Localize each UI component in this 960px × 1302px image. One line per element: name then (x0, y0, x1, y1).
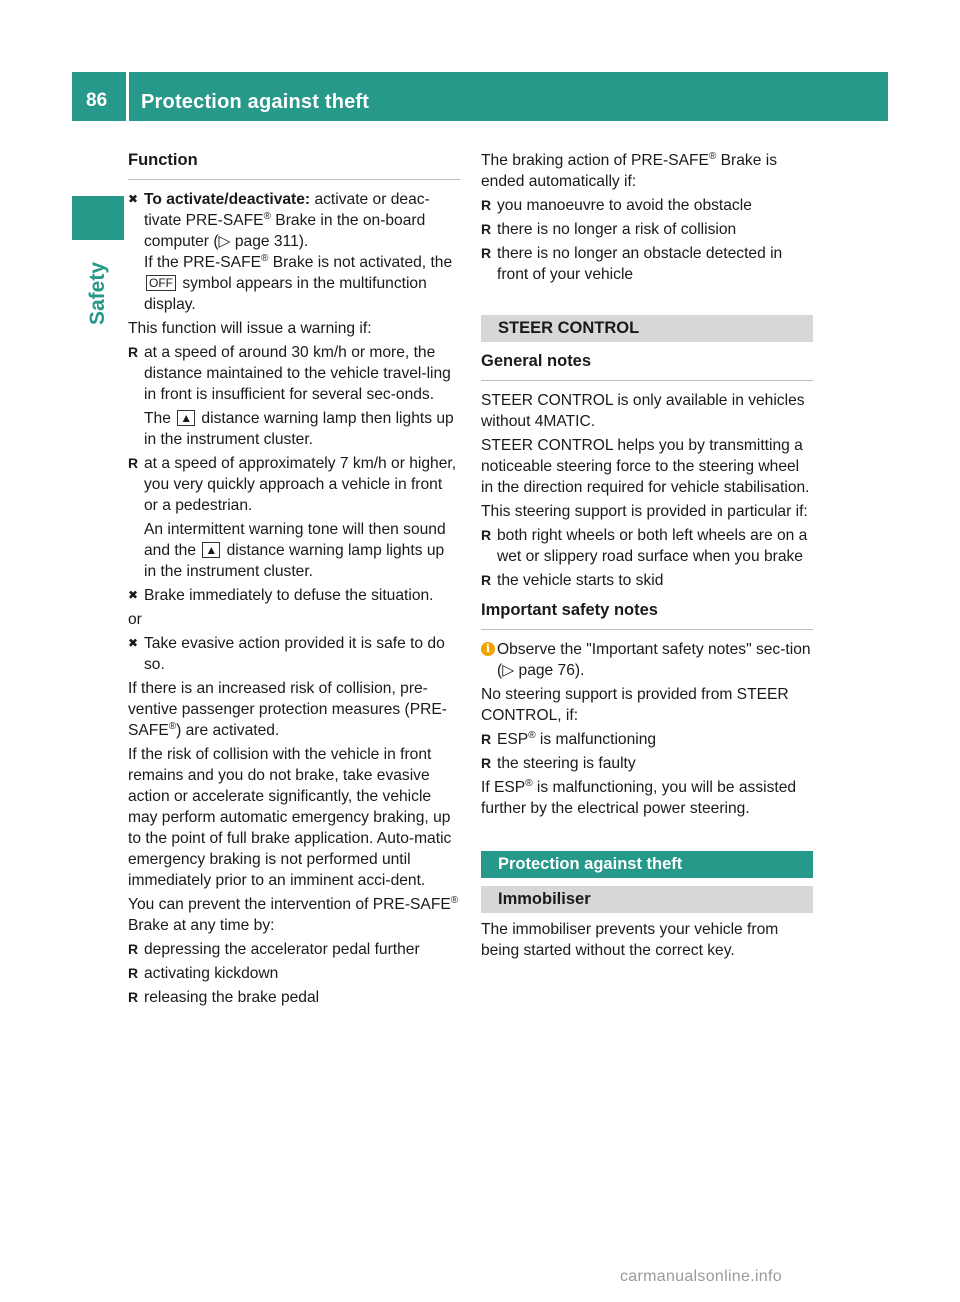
general-notes-heading: General notes (481, 351, 813, 381)
instruction-arrow-icon: ✖ (128, 192, 139, 206)
ended-paragraph (481, 150, 813, 192)
protection-against-theft-heading: Protection against theft (481, 851, 813, 878)
collision-paragraph: If the risk of collision with the vehicle in front remains and you do not brake, take evasive action or accelerate significantly, the vehicle may perform automatic emergency braking, up to the point of full brake application. Auto-matic emergency braking is not performed until immediately prior to an imminent acci-dent. (128, 746, 452, 889)
activate-text: activate or deac-tivate PRE-SAFE (144, 191, 430, 229)
not-activated-text: If the PRE-SAFE (144, 254, 261, 271)
increased-risk-text-2: ) are activated. (176, 722, 280, 739)
list-item-text: releasing the brake pedal (144, 989, 320, 1006)
instruction-activate (128, 189, 460, 252)
list-item (128, 453, 460, 516)
immobiliser-heading: Immobiliser (481, 886, 813, 913)
list-item-text: you manoeuvre to avoid the obstacle (497, 197, 752, 214)
info-icon: i (481, 642, 495, 656)
list-item-subtext (128, 408, 460, 450)
important-safety-heading: Important safety notes (481, 600, 813, 630)
prevent-text: You can prevent the intervention of PRE-SAFE (128, 896, 451, 913)
list-item (128, 939, 460, 960)
page-number: 86 (86, 90, 108, 111)
esp-text-2: is malfunctioning, you will be assisted further by the electrical power steering. (481, 779, 797, 817)
distance-warning-lamp-icon: ▲ (177, 410, 195, 426)
list-item (481, 243, 813, 285)
no-support-paragraph: No steering support is provided from STEER CONTROL, if: (481, 686, 789, 724)
instruction-text: Brake immediately to defuse the situation. (144, 587, 434, 604)
increased-risk-paragraph (128, 678, 460, 741)
bullet-icon: R (481, 221, 492, 237)
bullet-icon: R (128, 989, 139, 1005)
list-item-text: at a speed of approximately 7 km/h or higher, you very quickly approach a vehicle in front or a pedestrian. (144, 455, 457, 514)
warning-intro: This function will issue a warning if: (128, 320, 372, 337)
list-item (481, 753, 813, 774)
subtext-b: distance warning lamp then lights up in the instrument cluster. (144, 410, 454, 448)
subtext-b: distance warning lamp lights up in the instrument cluster. (144, 542, 445, 580)
side-tab-block (72, 196, 124, 240)
list-item (128, 342, 460, 405)
registered-mark: ® (528, 729, 536, 741)
ended-text-2: Brake is ended automatically if: (481, 152, 777, 190)
activate-text-2: Brake in the on-board computer ( (144, 212, 426, 250)
list-item (128, 987, 460, 1008)
steer-paragraph-2: STEER CONTROL helps you by transmitting a noticeable steering force to the steering wheel in the direction required for vehicle stabilisation. (481, 437, 810, 496)
list-item-text: there is no longer an obstacle detected in front of your vehicle (497, 245, 783, 283)
list-item-text-2: is malfunctioning (535, 731, 657, 748)
list-item-text: at a speed of around 30 km/h or more, the distance maintained to the vehicle travel-ling in front is insufficient for several sec-onds. (144, 344, 451, 403)
list-item-text: the vehicle starts to skid (497, 572, 664, 589)
subtext-a: An intermittent warning tone will then sound and the (144, 521, 446, 559)
page-ref-icon: ▷ (218, 233, 235, 250)
left-column (128, 150, 460, 1011)
registered-mark: ® (263, 210, 271, 222)
page-title: Protection against theft (141, 91, 370, 113)
page-ref-link[interactable]: page 76 (518, 662, 575, 679)
list-item (481, 570, 813, 591)
list-item-text: ESP (497, 731, 529, 748)
not-activated-text-2: Brake is not activated, the (268, 254, 453, 271)
steer-paragraph-1: STEER CONTROL is only available in vehicles without 4MATIC. (481, 392, 805, 430)
or-text: or (128, 611, 142, 628)
activate-label: To activate/deactivate: (144, 191, 311, 208)
instruction-evasive (128, 633, 460, 675)
instruction-arrow-icon: ✖ (128, 636, 139, 650)
instruction-brake (128, 585, 460, 606)
immobiliser-paragraph: The immobiliser prevents your vehicle from being started without the correct key. (481, 921, 779, 959)
list-item-text: both right wheels or both left wheels are on a wet or slippery road surface when you brake (497, 527, 808, 565)
bullet-icon: R (128, 965, 139, 981)
steer-control-heading: STEER CONTROL (481, 315, 813, 342)
prevent-paragraph (128, 894, 460, 936)
list-item-text: there is no longer a risk of collision (497, 221, 737, 238)
header-divider (126, 72, 129, 121)
watermark: carmanualsonline.info (620, 1268, 782, 1285)
increased-risk-text: If there is an increased risk of collision, pre-ventive passenger protection measures (PRE-SAFE (128, 680, 447, 739)
bullet-icon: R (128, 941, 139, 957)
bullet-icon: R (481, 731, 492, 747)
instruction-arrow-icon: ✖ (128, 588, 139, 602)
info-note-text-2: ). (574, 662, 585, 679)
bullet-icon: R (481, 527, 492, 543)
prevent-text-2: Brake at any time by: (128, 917, 275, 934)
list-item-subtext (128, 519, 460, 582)
pre-safe-off-icon: OFF (146, 275, 176, 291)
bullet-icon: R (481, 755, 492, 771)
bullet-icon: R (128, 344, 139, 360)
registered-mark: ® (261, 252, 269, 264)
list-item (481, 195, 813, 216)
list-item (481, 219, 813, 240)
bullet-icon: R (481, 572, 492, 588)
activate-text-3: ). (298, 233, 309, 250)
info-note (481, 639, 813, 681)
list-item (481, 525, 813, 567)
side-tab-label: Safety (86, 261, 109, 325)
list-item (481, 729, 813, 750)
right-column (481, 150, 813, 964)
instruction-text: Take evasive action provided it is safe to do so. (144, 635, 445, 673)
info-note-text: Observe the "Important safety notes" sec-tion ( (497, 641, 811, 679)
list-item-text: activating kickdown (144, 965, 279, 982)
distance-warning-lamp-icon: ▲ (202, 542, 220, 558)
bullet-icon: R (481, 245, 492, 261)
steer-paragraph-3: This steering support is provided in particular if: (481, 503, 808, 520)
registered-mark: ® (168, 720, 177, 732)
registered-mark: ® (708, 150, 717, 162)
list-item (128, 963, 460, 984)
list-item-text: depressing the accelerator pedal further (144, 941, 420, 958)
esp-text: If ESP (481, 779, 526, 796)
list-item-text: the steering is faulty (497, 755, 636, 772)
page-ref-link[interactable]: page 311 (234, 233, 299, 250)
registered-mark: ® (450, 894, 459, 906)
bullet-icon: R (481, 197, 492, 213)
not-activated-text-3: symbol appears in the multifunction display. (144, 275, 427, 313)
esp-paragraph (481, 777, 813, 819)
ended-text: The braking action of PRE-SAFE (481, 152, 709, 169)
function-heading: Function (128, 150, 460, 180)
registered-mark: ® (525, 777, 533, 789)
not-activated-note (128, 252, 460, 315)
subtext-a: The (144, 410, 176, 427)
page-ref-icon: ▷ (502, 662, 519, 679)
bullet-icon: R (128, 455, 139, 471)
